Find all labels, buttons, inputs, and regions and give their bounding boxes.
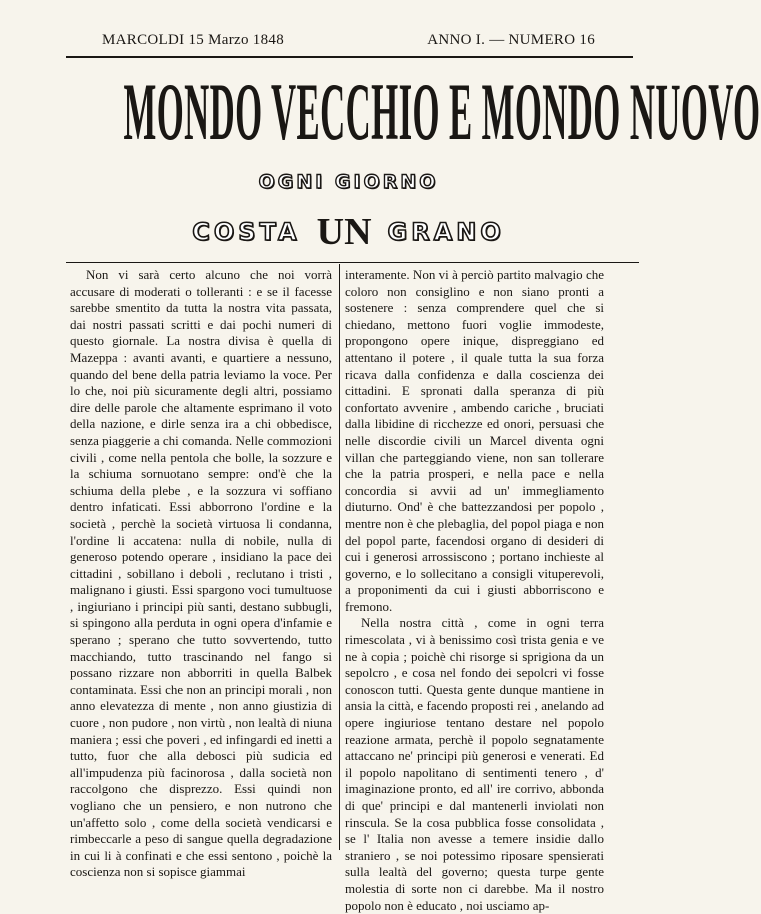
- article-paragraph: interamente. Non vi à perciò partito malvagio che coloro non consiglino e non siano pronti a sostenere : senza comprendere quel che si chiedano, mettono fuori voglie immodeste, propongono opere inique, dispreggiano ed attentano il potere , il quale tutta la sua forza ricava dalla confidenza e dalla coscienza dei cittadini. E spronati dalla speranza di più confortato avvenire , ambendo cariche , bruciati dalla libidine di ricchezze ed onori, persuasi che nelle discordie civili un Marcel diventa ogni villan che parteggiando viene, non san tollerare che la patria prosperi, e nella pace e nella concordia si avvii ad un' immegliamento diuturno. Ond' è che battezzandosi per popolo , mentre non è che plebaglia, del popol piaga e non del popol parte, facendosi organo di desideri di cui i generosi arrossiscono ; portano inchieste al governo, e lo sollecitano a consigli vituperevoli, a proponimenti da cui i giusti abborriscono e fremono.: [345, 267, 604, 614]
- tagline: OGNI GIORNO: [258, 171, 439, 193]
- issue-date: MARCOLDI 15 Marzo 1848: [102, 32, 285, 48]
- article-paragraph: Non vi sarà certo alcuno che noi vorrà accusare di moderati o tolleranti : e se il facesse sarebbe smentito da tutta la nostra vita passata, dai nostri passati scritti e dai pochi numeri di questo giornale. La nostra divisa è quella di Mazeppa : avanti avanti, e quartiere a nessuno, quando del bene della patria leviamo la voce. Per lo che, noi più sicuramente degli altri, possiamo dire delle parole che altamente esprimano il voto della nazione, e dirle senza ira a chi obbedisce, senza piaggerie a chi comanda. Nelle commozioni civili , come nella pentola che bolle, la sozzure e la schiuma sornuotano sempre: ond'è che la schiuma della plebe , e la sozzura vi soffiano dentro infaticati. Essi abborrono l'ordine e la società , perchè la società virtuosa li condanna, l'ordine li accatena: nulla di nobile, nulla di generoso potendo operare , insidiano la pace dei cittadini , sobillano i deboli , reclutano i tristi , malignano i giusti. Essi spargono voci tumultuose , ingiuriano i principi più santi, destano subbugli, si spingono alla perduta in ogni opera d'infamie e sperano ; sperano che tutto sovvertendo, tutto macchiando, tutto trascinando nel fango si possano rizzare non abborriti in quella Balbek contaminata. Essi che non an principi morali , non anno elevatezza di mente , non anno giustizia di cuore , non pudore , non virtù , non lealtà di niuna maniera ; essi che poveri , ed infingardi ed inetti a tutto, fuor che alla debosci più sudicia ed all'impudenza più facinorosa , dalla società non raccolgono che disprezzo. Essi quindi non vogliano che un pensiero, e non nutrono che un'affetto solo , come della società vendicarsi e rimbeccarle a peso di sangue quella degradazione in cui li à confinati e che essi sentono , poichè la coscienza non si sopisce giammai: [70, 267, 332, 880]
- article-column-right: [345, 267, 604, 913]
- article-paragraph: Nella nostra città , come in ogni terra rimescolata , vi à benissimo così trista genia e ve ne à copia ; poichè chi risorge si sprigiona da un sepolcro , e cosa nel fondo dei sepolcri vi fosse conoscon tutti. Questa gente dunque mantiene in ansia la città, e facendo proposti rei , anelando ad opere ingiuriose tentano destare nel popolo reazione armata, perchè il popolo segnatamente attaccano ne' principi più generosi e venerati. Ed il popolo napolitano di sentimenti tenero , d' imaginazione pronto, ed all' ire corrivo, abbonda di que' principi e dal mantenerli inviolati non rinscula. Se la cosa pubblica fosse consolidata , se l' Italia non avesse a temere insidie dallo straniero , se noi potessimo riposare spensierati sulla lealtà del governo; questa turpe gente molestia di sorte non ci darebbe. Ma il nostro popolo non è educato , noi usciamo ap-: [345, 615, 604, 913]
- column-divider: [339, 264, 340, 850]
- price-word-un: UN: [316, 211, 372, 253]
- price-word-costa: COSTA: [192, 218, 301, 246]
- article-column-left: [70, 267, 332, 880]
- price-word-grano: GRANO: [387, 218, 505, 246]
- price-line: [0, 210, 697, 254]
- header-rule: [66, 262, 639, 263]
- issue-number: ANNO I. — NUMERO 16: [427, 32, 595, 48]
- masthead-title: MONDO VECCHIO E MONDO NUOVO: [123, 66, 761, 158]
